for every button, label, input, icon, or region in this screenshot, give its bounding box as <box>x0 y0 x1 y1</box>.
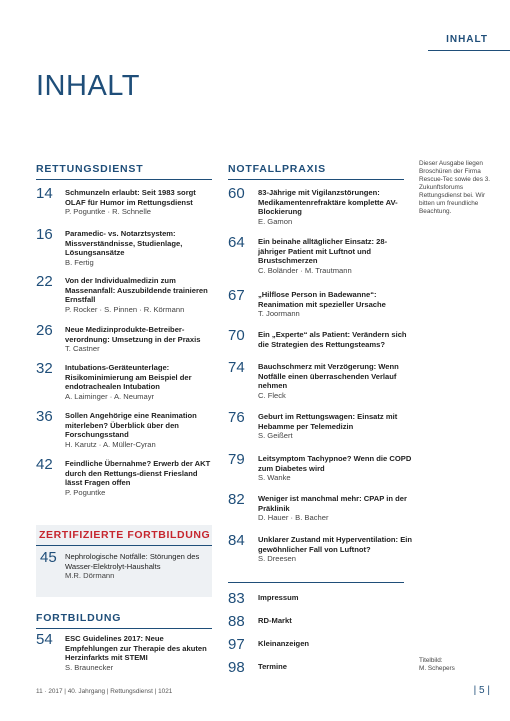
fortbildung-title: FORTBILDUNG <box>36 612 212 629</box>
entry-authors: A. Laiminger · A. Neumayr <box>65 391 155 401</box>
entry-title: Ein „Experte“ als Patient: Verändern sich die Strategien des Rettungsteams? <box>258 330 407 349</box>
page-number: 22 <box>36 273 53 290</box>
page-number: 82 <box>228 491 245 508</box>
cover-credit-label: Titelbild: <box>419 657 443 664</box>
rettungsdienst-title: RETTUNGSDIENST <box>36 163 212 180</box>
entry-authors: S. Braunecker <box>65 662 114 672</box>
entry-authors: H. Karutz · A. Müller-Cyran <box>65 439 156 449</box>
page-number: 42 <box>36 456 53 473</box>
entry-title: Nephrologische Notfälle: Störungen des Wasser-Elektrolyt-Haushalts <box>65 552 200 571</box>
page-title: INHALT <box>36 70 140 102</box>
page-number: 79 <box>228 451 245 468</box>
entry-authors: C. Fleck <box>258 390 286 400</box>
page-number: 14 <box>36 185 53 202</box>
insert-note: Dieser Ausgabe liegen Broschüren der Firma Rescue-Tec sowie des 3. Zukunftsforums Rettungsdienst bei. Wir bitten um freundliche Beachtung. <box>419 160 491 215</box>
entry-title: ESC Guidelines 2017: Neue Empfehlungen zur Therapie des akuten Herzinfarkts mit STEMI <box>65 634 207 663</box>
entry-authors: P. Poguntke <box>65 487 106 497</box>
entry-title: Feindliche Übernahme? Erwerb der AKT durch den Rettungs-dienst Friesland lässt Fragen offen <box>65 459 211 488</box>
entry-authors: P. Poguntke · R. Schnelle <box>65 207 151 217</box>
entry-authors: E. Gamon <box>258 216 293 226</box>
zertifizierte-rule <box>36 545 212 546</box>
entry-title: Impressum <box>258 593 299 602</box>
entry-authors: S. Dreesen <box>258 554 296 564</box>
entry-title: Neue Medizinprodukte-Betreiber-verordnung: Umsetzung in der Praxis <box>65 325 201 344</box>
page-number: 64 <box>228 234 245 251</box>
page-number-footer: | 5 | <box>473 685 490 696</box>
entry-title: 83-Jährige mit Vigilanzstörungen: Medikamentenrefraktäre komplette AV-Blockierung <box>258 188 398 217</box>
entry-title: Geburt im Rettungswagen: Einsatz mit Hebamme per Telemedizin <box>258 412 398 431</box>
page-number: 83 <box>228 590 245 607</box>
entry-authors: P. Rocker · S. Pinnen · R. Körmann <box>65 304 185 314</box>
entry-authors: C. Boländer · M. Trautmann <box>258 265 352 275</box>
page-number: 84 <box>228 532 245 549</box>
page-number: 26 <box>36 322 53 339</box>
cover-credit-name: M. Schepers <box>419 665 455 672</box>
entry-title: „Hilflose Person in Badewanne“: Reanimation mit spezieller Ursache <box>258 290 386 309</box>
zertifizierte-fortbildung-box <box>36 525 212 597</box>
page-number: 54 <box>36 631 53 648</box>
entry-title: Intubations-Geräteunterlage: Risikominimierung am Beispiel der endotrachealen Intubation <box>65 363 192 392</box>
entry-title: Schmunzeln erlaubt: Seit 1983 sorgt OLAF für Humor im Rettungsdienst <box>65 188 196 207</box>
misc-rule <box>228 582 404 583</box>
page-number: 60 <box>228 185 245 202</box>
entry-authors: S. Wanke <box>258 473 291 483</box>
entry-title: Ein beinahe alltäglicher Einsatz: 28-jähriger Patient mit Luftnot und Brustschmerzen <box>258 237 388 266</box>
footer-issue-info: 11 · 2017 | 40. Jahrgang | Rettungsdienst | 1021 <box>36 688 173 695</box>
entry-authors: B. Fertig <box>65 257 94 267</box>
entry-title: Paramedic- vs. Notarztsystem: Missverständnisse, Studienlage, Lösungsansätze <box>65 229 183 258</box>
entry-title: Weniger ist manchmal mehr: CPAP in der Präklinik <box>258 494 407 513</box>
entry-title: Kleinanzeigen <box>258 639 310 648</box>
page-number: 88 <box>228 613 245 630</box>
page-number: 98 <box>228 659 245 676</box>
page-number: 76 <box>228 409 245 426</box>
page-number: 97 <box>228 636 245 653</box>
entry-title: Von der Individualmedizin zum Massenanfall: Auszubildende trainieren Ernstfall <box>65 276 208 305</box>
entry-authors: D. Hauer · B. Bacher <box>258 513 329 523</box>
rettungsdienst-section <box>36 163 212 497</box>
entry-authors: T. Joormann <box>258 309 300 319</box>
page-number: 74 <box>228 359 245 376</box>
header-rule <box>428 50 510 51</box>
entry-title: Unklarer Zustand mit Hyperventilation: Ein gewöhnlicher Fall von Luftnot? <box>258 535 413 554</box>
entry-title: Termine <box>258 662 287 671</box>
page-number: 45 <box>40 549 57 566</box>
entry-title: Bauchschmerz mit Verzögerung: Wenn Notfälle einen überraschenden Verlauf nehmen <box>258 362 399 391</box>
page-number: 36 <box>36 408 53 425</box>
notfallpraxis-section <box>228 163 413 564</box>
page-number: 16 <box>36 226 53 243</box>
page-number: 67 <box>228 287 245 304</box>
zertifizierte-fortbildung-title: ZERTIFIZIERTE FORTBILDUNG <box>39 529 211 541</box>
entry-title: Sollen Angehörige eine Reanimation miterleben? Überblick über den Forschungsstand <box>65 411 197 440</box>
entry-authors: T. Castner <box>65 344 100 354</box>
entry-authors: S. Geißert <box>258 431 293 441</box>
page-number: 70 <box>228 327 245 344</box>
entry-title: RD-Markt <box>258 616 292 625</box>
fortbildung-section <box>36 612 212 672</box>
section-header-label: INHALT <box>446 34 488 45</box>
cover-credit <box>419 657 491 673</box>
entry-authors: M.R. Dörmann <box>65 571 115 581</box>
notfallpraxis-title: NOTFALLPRAXIS <box>228 163 404 180</box>
entry-title: Leitsymptom Tachypnoe? Wenn die COPD zum Diabetes wird <box>258 454 412 473</box>
page-number: 32 <box>36 360 53 377</box>
